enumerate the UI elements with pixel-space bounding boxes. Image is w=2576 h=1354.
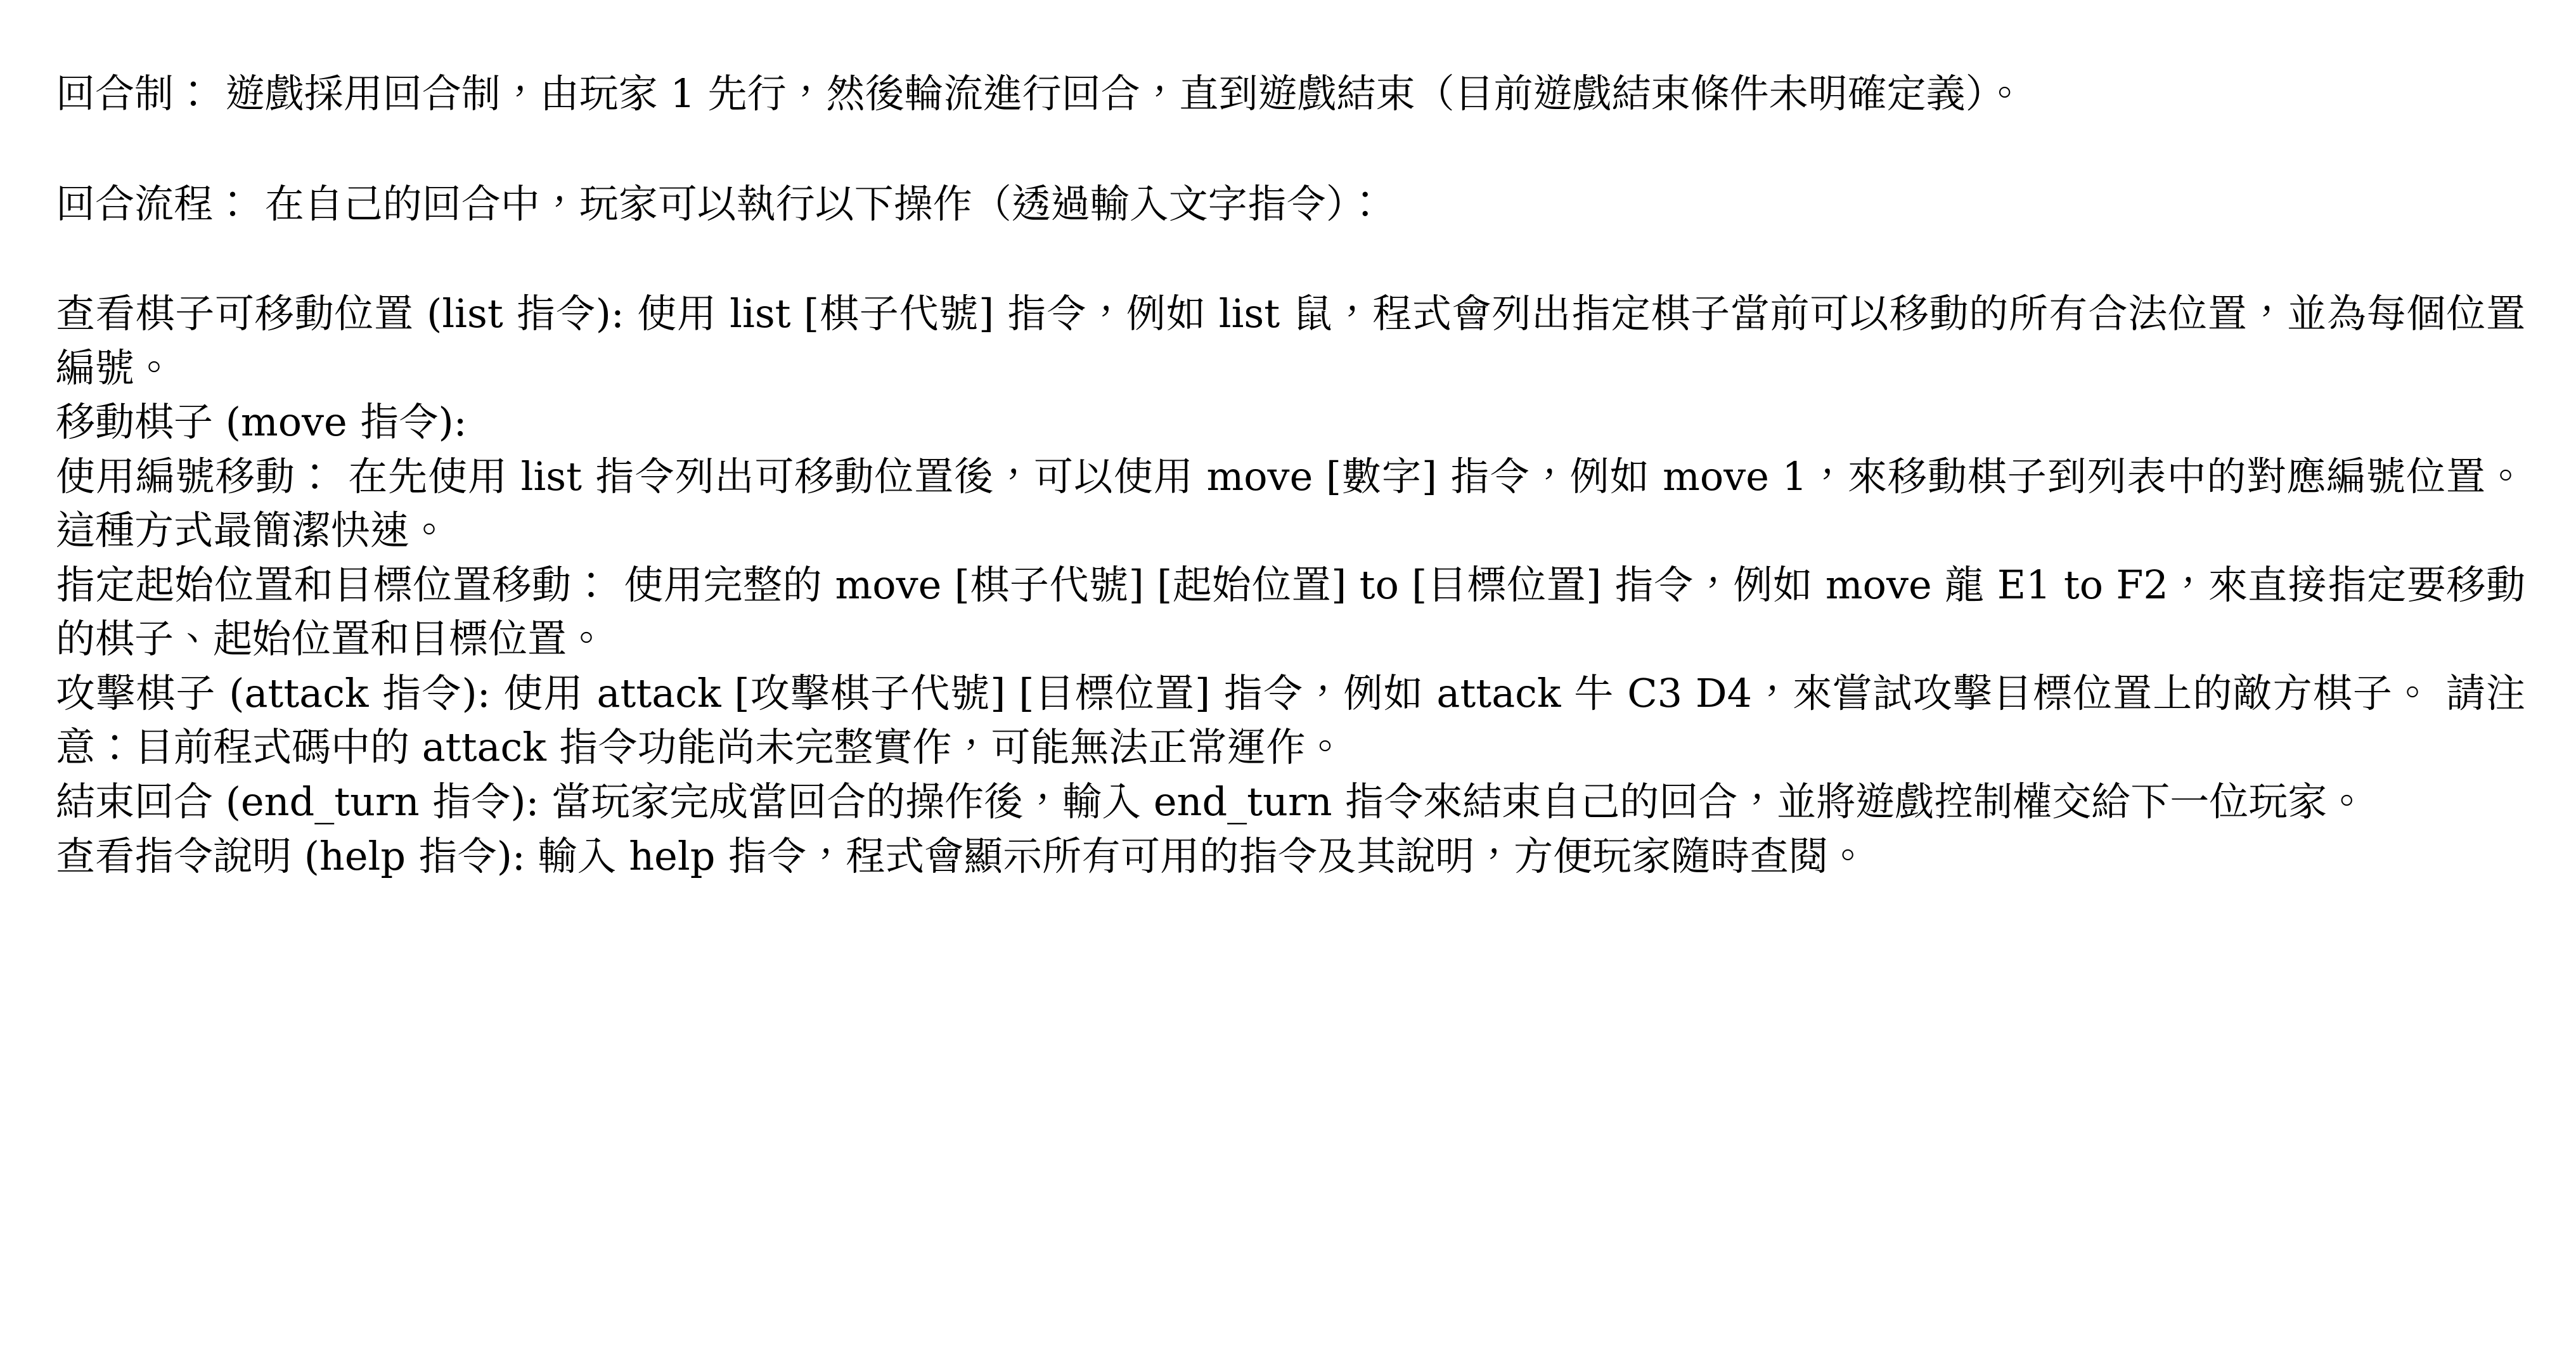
command-attack-command: 攻擊棋子 (attack 指令): 使用 attack [攻擊棋子代號] [目標位置] 指令，例如 attack 牛 C3 D4，來嘗試攻擊目標位置上的敵方棋子。 請注意：目前程式碼中的 attack 指令功能尚未完整實作，可能無法正常運作。 (56, 669, 2525, 771)
command-list-command: 查看棋子可移動位置 (list 指令): 使用 list [棋子代號] 指令，例如 list 鼠，程式會列出指定棋子當前可以移動的所有合法位置，並為每個位置編號。 (56, 290, 2525, 391)
paragraph-turn-flow: 回合流程： 在自己的回合中，玩家可以執行以下操作（透過輸入文字指令）： (56, 180, 1385, 227)
document-body (56, 67, 2525, 883)
command-end-turn-command: 結束回合 (end_turn 指令): 當玩家完成當回合的操作後，輸入 end_turn 指令來結束自己的回合，並將遊戲控制權交給下一位玩家。 (56, 778, 2367, 825)
command-move-by-number: 使用編號移動： 在先使用 list 指令列出可移動位置後，可以使用 move [數字] 指令，例如 move 1，來移動棋子到列表中的對應編號位置。 這種方式最簡潔快速。 (56, 453, 2525, 554)
command-help-command: 查看指令說明 (help 指令): 輸入 help 指令，程式會顯示所有可用的指令及其說明，方便玩家隨時查閱。 (56, 832, 1868, 879)
command-move-by-coordinates: 指定起始位置和目標位置移動： 使用完整的 move [棋子代號] [起始位置] to [目標位置] 指令，例如 move 龍 E1 to F2，來直接指定要移動的棋子、起始位置和目標位置。 (56, 561, 2525, 662)
command-list (56, 287, 2525, 883)
paragraph-turn-based-system: 回合制： 遊戲採用回合制，由玩家 1 先行，然後輪流進行回合，直到遊戲結束（目前遊戲結束條件未明確定義）。 (56, 70, 2025, 117)
command-move-command-heading: 移動棋子 (move 指令): (56, 399, 467, 446)
